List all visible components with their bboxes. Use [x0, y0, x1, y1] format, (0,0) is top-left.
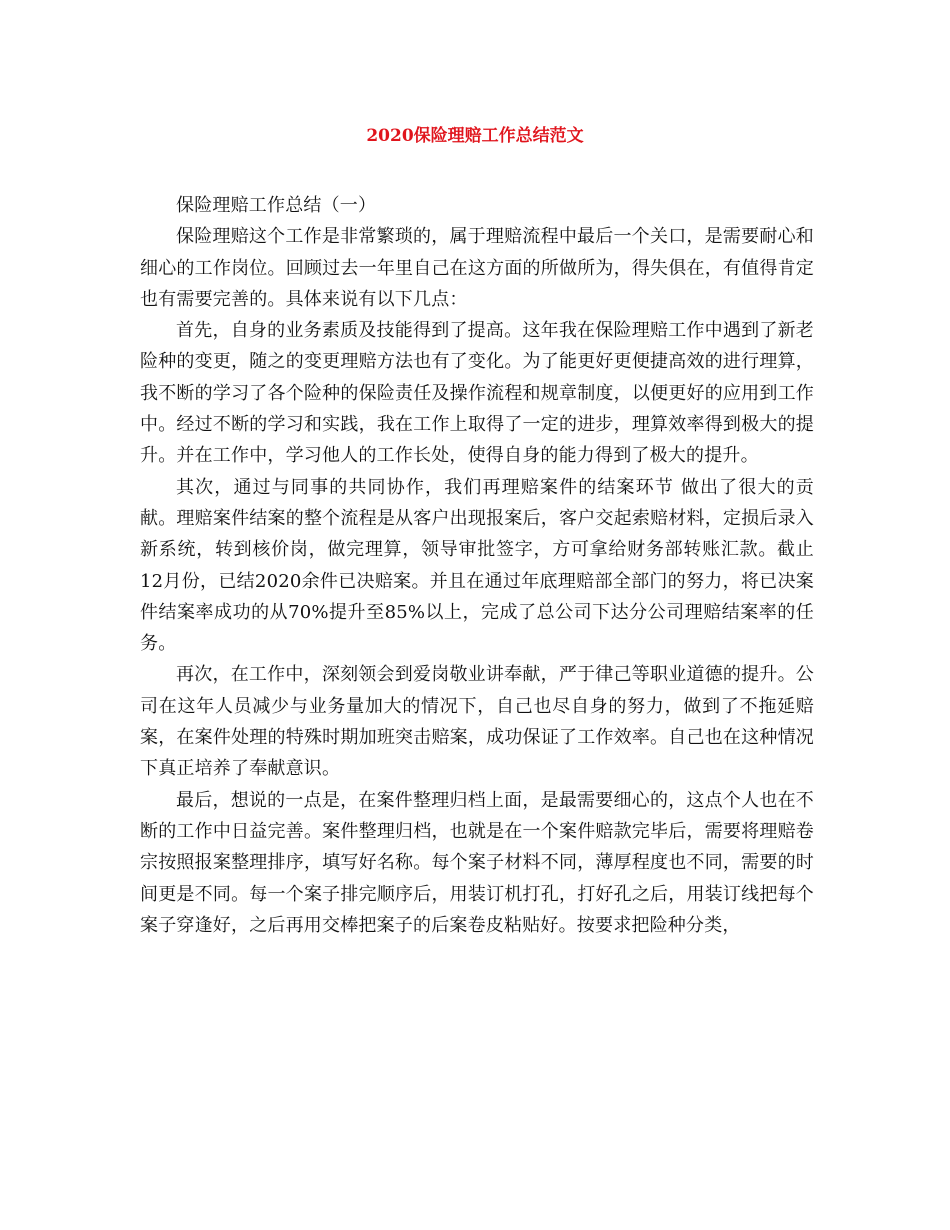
document-body: [140, 190, 814, 941]
paragraph-second: 其次，通过与同事的共同协作，我们再理赔案件的结案环节 做出了很大的贡献。理赔案件结案的整个流程是从客户出现报案后，客户交起索赔材料，定损后录入新系统，转到核价岗，做完理算，领导审批签字，方可拿给财务部转账汇款。截止12月份，已结2020余件已决赔案。并且在通过年底理赔部全部门的努力，将已决案件结案率成功的从70%提升至85%以上，完成了总公司下达分公司理赔结案率的任务。: [140, 476, 814, 655]
paragraph-intro: 保险理赔这个工作是非常繁琐的，属于理赔流程中最后一个关口，是需要耐心和细心的工作岗位。回顾过去一年里自己在这方面的所做所为，得失俱在，有值得肯定也有需要完善的。具体来说有以下几点：: [140, 226, 814, 310]
paragraph-last: 最后，想说的一点是，在案件整理归档上面，是最需要细心的，这点个人也在不断的工作中日益完善。案件整理归档，也就是在一个案件赔款完毕后，需要将理赔卷宗按照报案整理排序，填写好名称。每个案子材料不同，薄厚程度也不同，需要的时间更是不同。每一个案子排完顺序后，用装订机打孔，打好孔之后，用装订线把每个案子穿逢好，之后再用交棒把案子的后案卷皮粘贴好。按要求把险种分类，: [140, 789, 814, 936]
document-title: 2020保险理赔工作总结范文: [366, 126, 584, 146]
section-heading: 保险理赔工作总结（一）: [176, 195, 377, 216]
paragraph-third: 再次，在工作中，深刻领会到爱岗敬业讲奉献，严于律己等职业道德的提升。公司在这年人员减少与业务量加大的情况下，自己也尽自身的努力，做到了不拖延赔案，在案件处理的特殊时期加班突击赔案，成功保证了工作效率。自己也在这种情况下真正培养了奉献意识。: [140, 664, 814, 780]
paragraph-first: 首先，自身的业务素质及技能得到了提高。这年我在保险理赔工作中遇到了新老险种的变更，随之的变更理赔方法也有了变化。为了能更好更便捷高效的进行理算，我不断的学习了各个险种的保险责任及操作流程和规章制度，以便更好的应用到工作中。经过不断的学习和实践，我在工作上取得了一定的进步，理算效率得到极大的提升。并在工作中，学习他人的工作长处，使得自身的能力得到了极大的提升。: [140, 320, 814, 467]
